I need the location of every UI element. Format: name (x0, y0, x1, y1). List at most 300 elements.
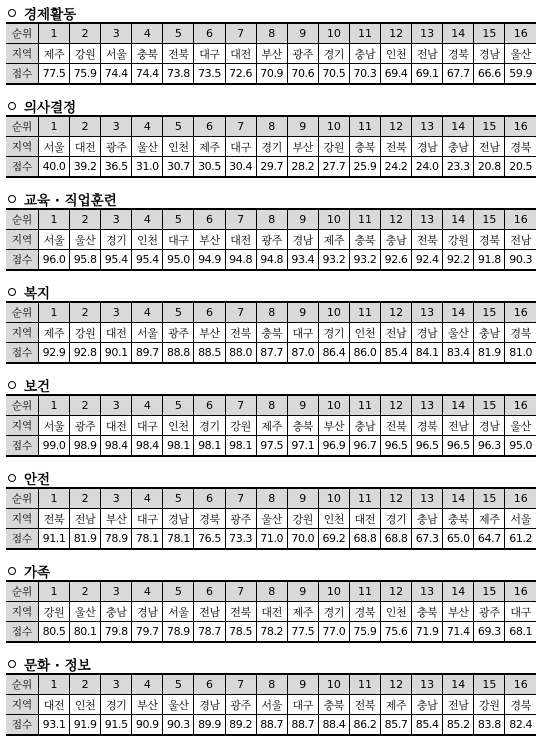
region-cell: 경기 (256, 137, 287, 157)
rank-cell: 3 (101, 674, 132, 695)
region-cell: 제주 (474, 509, 505, 529)
row-header: 점수 (6, 436, 39, 457)
region-cell: 충북 (349, 230, 380, 250)
score-cell: 98.1 (163, 436, 194, 457)
rank-cell: 8 (256, 302, 287, 323)
rank-cell: 16 (505, 395, 536, 416)
row-header: 점수 (6, 157, 39, 178)
score-cell: 86.4 (318, 343, 349, 364)
score-cell: 74.4 (132, 64, 163, 85)
rank-cell: 6 (194, 302, 225, 323)
region-cell: 대구 (287, 323, 318, 343)
score-cell: 93.4 (287, 250, 318, 271)
rank-cell: 7 (225, 674, 256, 695)
score-cell: 66.6 (474, 64, 505, 85)
score-cell: 95.4 (101, 250, 132, 271)
rank-cell: 1 (39, 23, 70, 44)
score-row (6, 715, 536, 736)
region-cell: 충남 (474, 323, 505, 343)
rank-cell: 16 (505, 674, 536, 695)
rank-cell: 1 (39, 302, 70, 323)
region-cell: 경북 (505, 137, 536, 157)
section-block (6, 96, 538, 188)
region-cell: 충남 (381, 230, 412, 250)
score-cell: 75.9 (70, 64, 101, 85)
score-cell: 30.7 (163, 157, 194, 178)
rank-cell: 7 (225, 209, 256, 230)
score-cell: 88.8 (163, 343, 194, 364)
rank-cell: 9 (287, 395, 318, 416)
rank-cell: 11 (349, 395, 380, 416)
region-cell: 경남 (412, 323, 443, 343)
region-cell: 경북 (194, 509, 225, 529)
score-cell: 88.0 (225, 343, 256, 364)
score-cell: 20.5 (505, 157, 536, 178)
score-cell: 88.4 (318, 715, 349, 736)
score-cell: 90.3 (505, 250, 536, 271)
rank-cell: 3 (101, 23, 132, 44)
score-cell: 90.1 (101, 343, 132, 364)
rank-cell: 2 (70, 116, 101, 137)
rank-cell: 8 (256, 209, 287, 230)
row-header: 지역 (6, 695, 39, 715)
circle-bullet-icon (8, 381, 16, 389)
score-cell: 67.3 (412, 529, 443, 550)
score-cell: 81.0 (505, 343, 536, 364)
region-cell: 인천 (132, 230, 163, 250)
rank-cell: 9 (287, 116, 318, 137)
rank-cell: 2 (70, 674, 101, 695)
region-cell: 인천 (381, 44, 412, 64)
score-cell: 24.0 (412, 157, 443, 178)
score-cell: 90.3 (163, 715, 194, 736)
section-title-text: 문화 · 정보 (24, 657, 91, 674)
rank-cell: 1 (39, 395, 70, 416)
rank-cell: 11 (349, 488, 380, 509)
score-cell: 29.7 (256, 157, 287, 178)
region-cell: 울산 (70, 230, 101, 250)
region-cell: 충북 (443, 509, 474, 529)
region-cell: 충북 (132, 44, 163, 64)
region-cell: 울산 (256, 509, 287, 529)
section-title (6, 375, 538, 394)
rank-cell: 10 (318, 302, 349, 323)
score-cell: 28.2 (287, 157, 318, 178)
region-cell: 대전 (256, 602, 287, 622)
region-cell: 광주 (70, 416, 101, 436)
region-cell: 충남 (412, 509, 443, 529)
rank-cell: 10 (318, 116, 349, 137)
region-cell: 제주 (381, 695, 412, 715)
rank-cell: 10 (318, 23, 349, 44)
region-cell: 부산 (287, 137, 318, 157)
score-cell: 23.3 (443, 157, 474, 178)
rank-row (6, 488, 536, 509)
rank-cell: 8 (256, 395, 287, 416)
row-header: 점수 (6, 715, 39, 736)
rank-cell: 14 (443, 302, 474, 323)
region-cell: 대구 (132, 509, 163, 529)
section-block (6, 468, 538, 560)
rank-cell: 9 (287, 209, 318, 230)
score-cell: 94.9 (194, 250, 225, 271)
region-cell: 충북 (318, 695, 349, 715)
region-cell: 전북 (381, 137, 412, 157)
region-cell: 광주 (225, 695, 256, 715)
rank-cell: 7 (225, 302, 256, 323)
score-cell: 69.3 (474, 622, 505, 643)
rank-cell: 8 (256, 23, 287, 44)
rank-cell: 7 (225, 395, 256, 416)
region-cell: 경남 (474, 416, 505, 436)
region-cell: 충남 (412, 695, 443, 715)
row-header: 지역 (6, 509, 39, 529)
score-cell: 95.8 (70, 250, 101, 271)
rank-cell: 3 (101, 395, 132, 416)
region-cell: 전북 (225, 602, 256, 622)
score-cell: 79.7 (132, 622, 163, 643)
section-block (6, 189, 538, 281)
region-cell: 서울 (505, 509, 536, 529)
score-cell: 40.0 (39, 157, 70, 178)
rank-cell: 8 (256, 581, 287, 602)
score-cell: 77.5 (287, 622, 318, 643)
rank-cell: 15 (474, 581, 505, 602)
rank-cell: 16 (505, 302, 536, 323)
score-cell: 75.9 (349, 622, 380, 643)
score-cell: 91.8 (474, 250, 505, 271)
rank-cell: 6 (194, 674, 225, 695)
row-header: 순위 (6, 395, 39, 416)
score-cell: 68.8 (381, 529, 412, 550)
score-row (6, 436, 536, 457)
score-cell: 96.9 (318, 436, 349, 457)
rank-cell: 15 (474, 23, 505, 44)
score-cell: 93.1 (39, 715, 70, 736)
rank-cell: 16 (505, 209, 536, 230)
rank-cell: 14 (443, 488, 474, 509)
rank-cell: 4 (132, 395, 163, 416)
rank-cell: 2 (70, 488, 101, 509)
score-cell: 81.9 (474, 343, 505, 364)
rank-cell: 15 (474, 302, 505, 323)
row-header: 점수 (6, 64, 39, 85)
section-title-text: 보건 (24, 378, 51, 395)
region-cell: 전남 (443, 416, 474, 436)
rank-row (6, 23, 536, 44)
region-cell: 제주 (39, 44, 70, 64)
rank-cell: 12 (381, 23, 412, 44)
score-cell: 93.2 (318, 250, 349, 271)
circle-bullet-icon (8, 102, 16, 110)
rank-cell: 13 (412, 674, 443, 695)
region-cell: 제주 (318, 230, 349, 250)
score-cell: 36.5 (101, 157, 132, 178)
ranking-table (6, 115, 536, 178)
region-cell: 경기 (101, 695, 132, 715)
region-cell: 서울 (256, 695, 287, 715)
rank-cell: 5 (163, 488, 194, 509)
region-cell: 전남 (194, 602, 225, 622)
rank-cell: 4 (132, 23, 163, 44)
rank-cell: 14 (443, 116, 474, 137)
section-title (6, 468, 538, 487)
score-cell: 94.8 (256, 250, 287, 271)
score-cell: 88.7 (287, 715, 318, 736)
region-cell: 경기 (194, 416, 225, 436)
score-cell: 20.8 (474, 157, 505, 178)
region-row (6, 416, 536, 436)
score-cell: 93.2 (349, 250, 380, 271)
row-header: 지역 (6, 44, 39, 64)
score-row (6, 250, 536, 271)
region-cell: 부산 (194, 230, 225, 250)
rank-cell: 10 (318, 674, 349, 695)
rank-cell: 9 (287, 674, 318, 695)
region-row (6, 509, 536, 529)
score-cell: 30.5 (194, 157, 225, 178)
rank-cell: 4 (132, 674, 163, 695)
score-cell: 98.1 (225, 436, 256, 457)
rank-cell: 3 (101, 209, 132, 230)
section-title (6, 189, 538, 208)
rank-cell: 12 (381, 581, 412, 602)
score-cell: 70.5 (318, 64, 349, 85)
score-cell: 70.6 (287, 64, 318, 85)
rank-cell: 13 (412, 23, 443, 44)
score-cell: 98.1 (194, 436, 225, 457)
rank-cell: 12 (381, 116, 412, 137)
score-cell: 82.4 (505, 715, 536, 736)
rank-cell: 2 (70, 302, 101, 323)
score-cell: 73.8 (163, 64, 194, 85)
region-cell: 서울 (39, 230, 70, 250)
score-cell: 87.0 (287, 343, 318, 364)
rank-cell: 1 (39, 674, 70, 695)
region-cell: 전북 (225, 323, 256, 343)
score-cell: 98.9 (70, 436, 101, 457)
region-cell: 울산 (163, 695, 194, 715)
rank-cell: 11 (349, 302, 380, 323)
rank-cell: 8 (256, 488, 287, 509)
score-cell: 70.0 (287, 529, 318, 550)
rank-cell: 7 (225, 23, 256, 44)
region-cell: 제주 (287, 602, 318, 622)
region-cell: 강원 (70, 323, 101, 343)
score-cell: 72.6 (225, 64, 256, 85)
region-cell: 전북 (381, 416, 412, 436)
region-cell: 전북 (412, 230, 443, 250)
rank-cell: 6 (194, 116, 225, 137)
rank-cell: 6 (194, 395, 225, 416)
region-cell: 광주 (287, 44, 318, 64)
score-cell: 91.5 (101, 715, 132, 736)
score-cell: 92.9 (39, 343, 70, 364)
region-cell: 경북 (412, 416, 443, 436)
score-cell: 78.9 (101, 529, 132, 550)
region-cell: 전북 (349, 695, 380, 715)
rank-cell: 6 (194, 488, 225, 509)
rank-cell: 13 (412, 395, 443, 416)
row-header: 지역 (6, 416, 39, 436)
rank-cell: 10 (318, 488, 349, 509)
rank-cell: 14 (443, 23, 474, 44)
rank-cell: 9 (287, 302, 318, 323)
rank-cell: 14 (443, 581, 474, 602)
region-row (6, 323, 536, 343)
score-cell: 86.2 (349, 715, 380, 736)
rank-cell: 13 (412, 116, 443, 137)
score-cell: 71.9 (412, 622, 443, 643)
score-cell: 81.9 (70, 529, 101, 550)
region-cell: 대구 (163, 230, 194, 250)
score-cell: 73.3 (225, 529, 256, 550)
region-cell: 경기 (318, 602, 349, 622)
rank-row (6, 581, 536, 602)
rank-cell: 11 (349, 581, 380, 602)
rank-cell: 5 (163, 395, 194, 416)
rank-cell: 5 (163, 674, 194, 695)
score-cell: 70.3 (349, 64, 380, 85)
score-row (6, 64, 536, 85)
score-cell: 27.7 (318, 157, 349, 178)
section-title-text: 의사결정 (24, 99, 77, 116)
section-title-text: 가족 (24, 564, 51, 581)
region-cell: 대구 (225, 137, 256, 157)
region-cell: 충북 (287, 416, 318, 436)
score-cell: 25.9 (349, 157, 380, 178)
region-row (6, 44, 536, 64)
row-header: 순위 (6, 209, 39, 230)
score-cell: 95.0 (163, 250, 194, 271)
rank-cell: 3 (101, 116, 132, 137)
ranking-table (6, 394, 536, 457)
score-cell: 88.7 (256, 715, 287, 736)
score-cell: 59.9 (505, 64, 536, 85)
rank-row (6, 209, 536, 230)
section-title-text: 복지 (24, 285, 51, 302)
score-cell: 67.7 (443, 64, 474, 85)
section-title (6, 3, 538, 22)
region-cell: 제주 (256, 416, 287, 436)
rank-cell: 3 (101, 488, 132, 509)
region-cell: 전북 (163, 44, 194, 64)
score-cell: 89.2 (225, 715, 256, 736)
region-cell: 부산 (256, 44, 287, 64)
region-cell: 충북 (256, 323, 287, 343)
region-cell: 경남 (194, 695, 225, 715)
rank-cell: 1 (39, 209, 70, 230)
rank-cell: 4 (132, 302, 163, 323)
row-header: 순위 (6, 674, 39, 695)
score-cell: 78.2 (256, 622, 287, 643)
rank-cell: 16 (505, 116, 536, 137)
circle-bullet-icon (8, 474, 16, 482)
rank-cell: 6 (194, 581, 225, 602)
score-cell: 97.5 (256, 436, 287, 457)
rank-cell: 13 (412, 581, 443, 602)
row-header: 점수 (6, 250, 39, 271)
region-cell: 경남 (412, 137, 443, 157)
rank-cell: 4 (132, 209, 163, 230)
rank-cell: 2 (70, 23, 101, 44)
region-cell: 충남 (349, 44, 380, 64)
region-cell: 제주 (194, 137, 225, 157)
region-cell: 인천 (349, 323, 380, 343)
region-cell: 충남 (349, 416, 380, 436)
region-cell: 서울 (163, 602, 194, 622)
region-cell: 광주 (225, 509, 256, 529)
region-row (6, 137, 536, 157)
score-cell: 91.1 (39, 529, 70, 550)
rank-cell: 16 (505, 581, 536, 602)
score-cell: 96.5 (443, 436, 474, 457)
row-header: 점수 (6, 529, 39, 550)
section-title (6, 561, 538, 580)
section-title (6, 654, 538, 673)
row-header: 순위 (6, 581, 39, 602)
ranking-table (6, 208, 536, 271)
region-cell: 대전 (39, 695, 70, 715)
region-cell: 충북 (349, 137, 380, 157)
rank-row (6, 674, 536, 695)
rank-cell: 12 (381, 395, 412, 416)
circle-bullet-icon (8, 195, 16, 203)
section-block (6, 561, 538, 653)
region-cell: 강원 (287, 509, 318, 529)
score-cell: 83.4 (443, 343, 474, 364)
rank-row (6, 302, 536, 323)
score-cell: 75.6 (381, 622, 412, 643)
rank-cell: 5 (163, 581, 194, 602)
score-cell: 78.9 (163, 622, 194, 643)
score-cell: 99.0 (39, 436, 70, 457)
region-cell: 대구 (505, 602, 536, 622)
rank-cell: 6 (194, 23, 225, 44)
row-header: 순위 (6, 488, 39, 509)
region-cell: 제주 (39, 323, 70, 343)
rank-cell: 5 (163, 23, 194, 44)
rank-cell: 10 (318, 209, 349, 230)
region-cell: 광주 (163, 323, 194, 343)
rank-cell: 4 (132, 581, 163, 602)
rank-cell: 12 (381, 674, 412, 695)
rank-row (6, 116, 536, 137)
row-header: 지역 (6, 602, 39, 622)
score-cell: 79.8 (101, 622, 132, 643)
region-cell: 광주 (101, 137, 132, 157)
rank-cell: 7 (225, 581, 256, 602)
region-cell: 광주 (256, 230, 287, 250)
region-cell: 경남 (163, 509, 194, 529)
region-row (6, 230, 536, 250)
rank-cell: 9 (287, 23, 318, 44)
region-cell: 인천 (70, 695, 101, 715)
region-cell: 경남 (132, 602, 163, 622)
circle-bullet-icon (8, 288, 16, 296)
region-cell: 광주 (474, 602, 505, 622)
ranking-table (6, 22, 536, 85)
score-cell: 85.2 (443, 715, 474, 736)
rank-cell: 4 (132, 116, 163, 137)
score-cell: 78.5 (225, 622, 256, 643)
score-cell: 84.1 (412, 343, 443, 364)
score-cell: 89.9 (194, 715, 225, 736)
region-cell: 대전 (70, 137, 101, 157)
region-cell: 부산 (132, 695, 163, 715)
rank-cell: 14 (443, 674, 474, 695)
rank-cell: 11 (349, 116, 380, 137)
